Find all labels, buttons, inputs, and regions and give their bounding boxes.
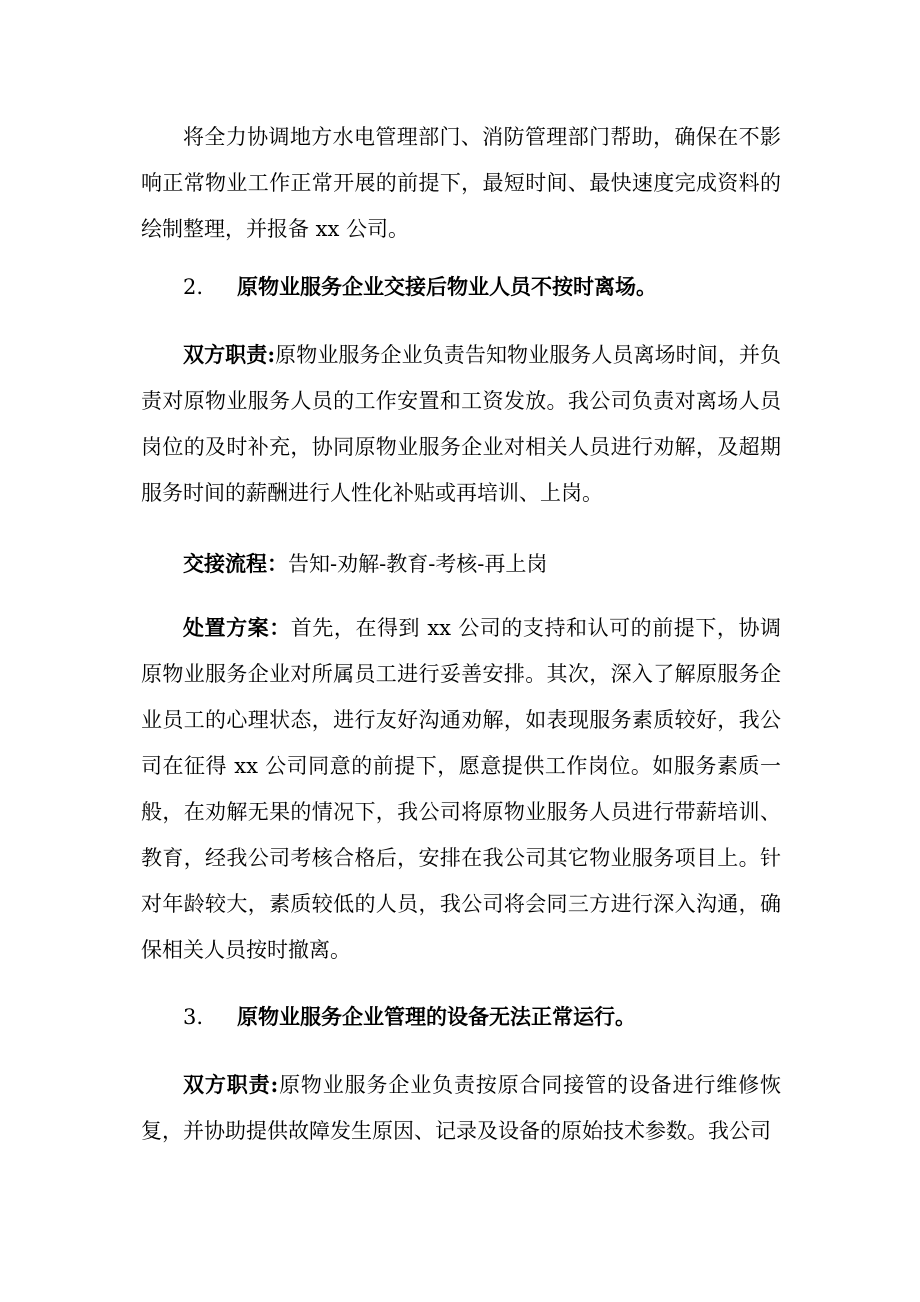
paragraph-intro (141, 114, 781, 252)
section-title: 原物业服务企业交接后物业人员不按时离场。 (237, 274, 657, 299)
paragraph-label: 双方职责: (183, 1072, 279, 1097)
paragraph-label: 交接流程： (183, 551, 288, 576)
paragraph-responsibilities (141, 332, 781, 516)
section-number: 2. (183, 275, 204, 299)
paragraph-equipment-responsibilities (141, 1062, 781, 1154)
paragraph-text: 原物业服务企业负责按原合同接管的设备进行维修恢复，并协助提供故障发生原因、记录及设备的原始技术参数。我公司 (141, 1073, 781, 1143)
paragraph-label: 双方职责: (183, 342, 276, 367)
section-number: 3. (183, 1005, 204, 1029)
section-heading-3 (183, 1002, 783, 1032)
paragraph-text: 原物业服务企业负责告知物业服务人员离场时间，并负责对原物业服务人员的工作安置和工资发放。我公司负责对离场人员岗位的及时补充，协同原物业服务企业对相关人员进行劝解，及超期服务时间的薪酬进行人性化补贴或再培训、上岗。 (141, 343, 781, 505)
paragraph-handover-process (141, 541, 781, 587)
section-heading-2 (183, 272, 783, 302)
paragraph-handling-plan (141, 605, 781, 973)
paragraph-label: 处置方案： (183, 615, 291, 640)
paragraph-intro-text: 将全力协调地方水电管理部门、消防管理部门帮助，确保在不影响正常物业工作正常开展的前提下，最短时间、最快速度完成资料的绘制整理，并报备 xx 公司。 (141, 125, 781, 241)
paragraph-text: 告知-劝解-教育-考核-再上岗 (288, 552, 548, 576)
section-title: 原物业服务企业管理的设备无法正常运行。 (237, 1004, 636, 1029)
paragraph-text: 首先，在得到 xx 公司的支持和认可的前提下，协调原物业服务企业对所属员工进行妥善安排。其次，深入了解原服务企业员工的心理状态，进行友好沟通劝解，如表现服务素质较好，我公司在征得 xx 公司同意的前提下，愿意提供工作岗位。如服务素质一般，在劝解无果的情况下，我公司将原物业服务人员进行带薪培训、教育，经我公司考核合格后，安排在我公司其它物业服务项目上。针对年龄较大，素质较低的人员，我公司将会同三方进行深入沟通，确保相关人员按时撤离。 (141, 616, 782, 962)
